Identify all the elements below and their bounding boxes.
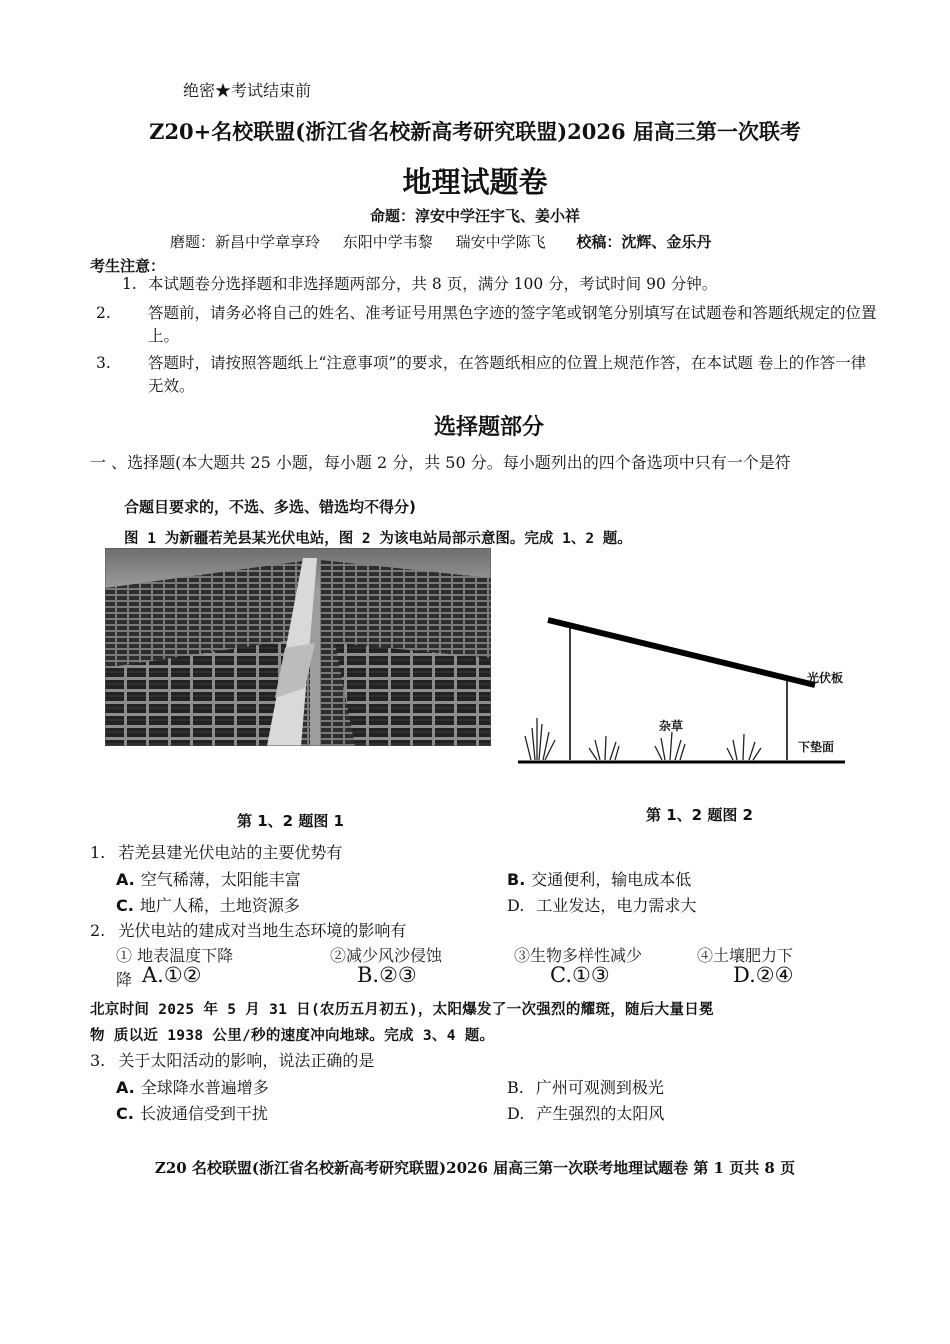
q2-option-a[interactable]: A.①② <box>142 963 202 987</box>
reviewers-line <box>170 231 711 252</box>
fig1-caption: 第 1、2 题图 1 <box>237 812 344 830</box>
option-key: D. <box>507 1104 525 1123</box>
q1-option-d[interactable] <box>507 893 696 916</box>
option-text: 长波通信受到干扰 <box>139 1104 268 1123</box>
q1-option-a[interactable] <box>116 867 301 890</box>
section-intro-cont: 合题目要求的，不选、多选、错选均不得分) <box>124 498 416 516</box>
q2-item-3: ③生物多样性减少 <box>514 946 643 965</box>
q3-option-c[interactable] <box>116 1101 268 1124</box>
q2-option-c[interactable]: C.①③ <box>550 963 610 987</box>
option-key: B. <box>507 870 526 889</box>
option-key: A. <box>116 870 135 889</box>
question-1 <box>90 840 342 863</box>
paper-title: 地理试题卷 <box>402 165 548 199</box>
question-2 <box>90 918 406 941</box>
option-text: 空气稀薄，太阳能丰富 <box>140 870 301 889</box>
notice-text: 答题时，请按照答题纸上“注意事项”的要求，在答题纸相应的位置上规范作答，在本试题 卷上的作答一律无效。 <box>148 354 867 395</box>
option-key: C. <box>116 1104 134 1123</box>
option-text: 产生强烈的太阳风 <box>536 1104 665 1123</box>
confidential-mark: 绝密★考试结束前 <box>183 81 312 100</box>
question-text: 若羌县建光伏电站的主要优势有 <box>118 843 343 862</box>
q2-option-d[interactable]: D.②④ <box>733 963 794 987</box>
photovoltaic-panel <box>548 620 815 685</box>
q2-item-2: ②减少风沙侵蚀 <box>330 946 443 965</box>
q2-item-4-wrap: 降 <box>116 970 133 989</box>
option-text: 广州可观测到极光 <box>535 1078 664 1097</box>
q3-option-d[interactable] <box>507 1101 664 1124</box>
reviewer-2: 东阳中学韦黎 <box>342 233 433 251</box>
notice-num: 1. <box>122 275 137 293</box>
option-key: B. <box>507 1078 524 1097</box>
group1-stem: 图 1 为新疆若羌县某光伏电站，图 2 为该电站局部示意图。完成 1、2 题。 <box>124 531 632 547</box>
q3-option-a[interactable] <box>116 1075 269 1098</box>
q2-item-4: ④土壤肥力下 <box>697 946 794 965</box>
surface-label: 下垫面 <box>798 740 835 754</box>
fig2-caption: 第 1、2 题图 2 <box>646 806 753 824</box>
option-key: C. <box>116 896 134 915</box>
group2-stem-line-2: 物 质以近 1938 公里/秒的速度冲向地球。完成 3、4 题。 <box>90 1028 495 1044</box>
option-text: 全球降水普遍增多 <box>140 1078 269 1097</box>
option-text: 地广人稀，土地资源多 <box>139 896 300 915</box>
section-title: 选择题部分 <box>433 415 544 440</box>
notice-heading: 考生注意： <box>90 257 166 275</box>
weeds-icon <box>525 718 761 760</box>
reviewer-1: 磨题：新昌中学章享玲 <box>170 233 321 251</box>
question-text: 关于太阳活动的影响，说法正确的是 <box>118 1051 375 1070</box>
question-num: 3. <box>90 1051 106 1070</box>
option-key: D. <box>507 896 525 915</box>
notice-item-3 <box>96 352 870 398</box>
notice-num: 2. <box>96 304 111 322</box>
notice-text: 本试题卷分选择题和非选择题两部分，共 8 页，满分 100 分，考试时间 90 分钟。 <box>148 275 718 293</box>
notice-item-1 <box>122 273 892 296</box>
option-text: 交通便利，输电成本低 <box>531 870 692 889</box>
weeds-label: 杂草 <box>659 719 684 733</box>
question-num: 2. <box>90 921 106 940</box>
question-num: 1. <box>90 843 106 862</box>
option-key: A. <box>116 1078 135 1097</box>
q1-option-c[interactable] <box>116 893 300 916</box>
question-3 <box>90 1048 374 1071</box>
option-text: 工业发达，电力需求大 <box>536 896 697 915</box>
proofreader: 校稿：沈辉、金乐丹 <box>576 233 712 251</box>
reviewer-3: 瑞安中学陈飞 <box>455 233 546 251</box>
authors: 命题：淳安中学汪宇飞、姜小祥 <box>369 207 580 225</box>
exam-title: Z20+名校联盟(浙江省名校新高考研究联盟)2026 届高三第一次联考 <box>149 119 801 144</box>
q3-option-b[interactable] <box>507 1075 664 1098</box>
notice-num: 3. <box>96 354 111 372</box>
q1-option-b[interactable] <box>507 867 691 890</box>
q2-item-1: ① 地表温度下降 <box>116 946 234 965</box>
panel-label: 光伏板 <box>807 671 844 685</box>
page-footer: Z20 名校联盟(浙江省名校新高考研究联盟)2026 届高三第一次联考地理试题卷 第 1 页共 8 页 <box>154 1159 796 1177</box>
section-intro: 一 、选择题(本大题共 25 小题，每小题 2 分，共 50 分。每小题列出的四个备选项中只有一个是符 <box>90 453 791 472</box>
solar-farm-photo <box>105 548 491 746</box>
notice-text: 答题前，请务必将自己的姓名、准考证号用黑色字迹的签字笔或钢笔分别填写在试题卷和答题纸规定的位置上。 <box>148 304 877 345</box>
q2-option-b[interactable]: B.②③ <box>357 963 417 987</box>
notice-item-2 <box>96 302 892 348</box>
panel-schematic-diagram <box>515 600 855 770</box>
group2-stem-line-1: 北京时间 2025 年 5 月 31 日(农历五月初五)，太阳爆发了一次强烈的耀斑，随后大量日冕 <box>90 1002 714 1018</box>
question-text: 光伏电站的建成对当地生态环境的影响有 <box>118 921 407 940</box>
